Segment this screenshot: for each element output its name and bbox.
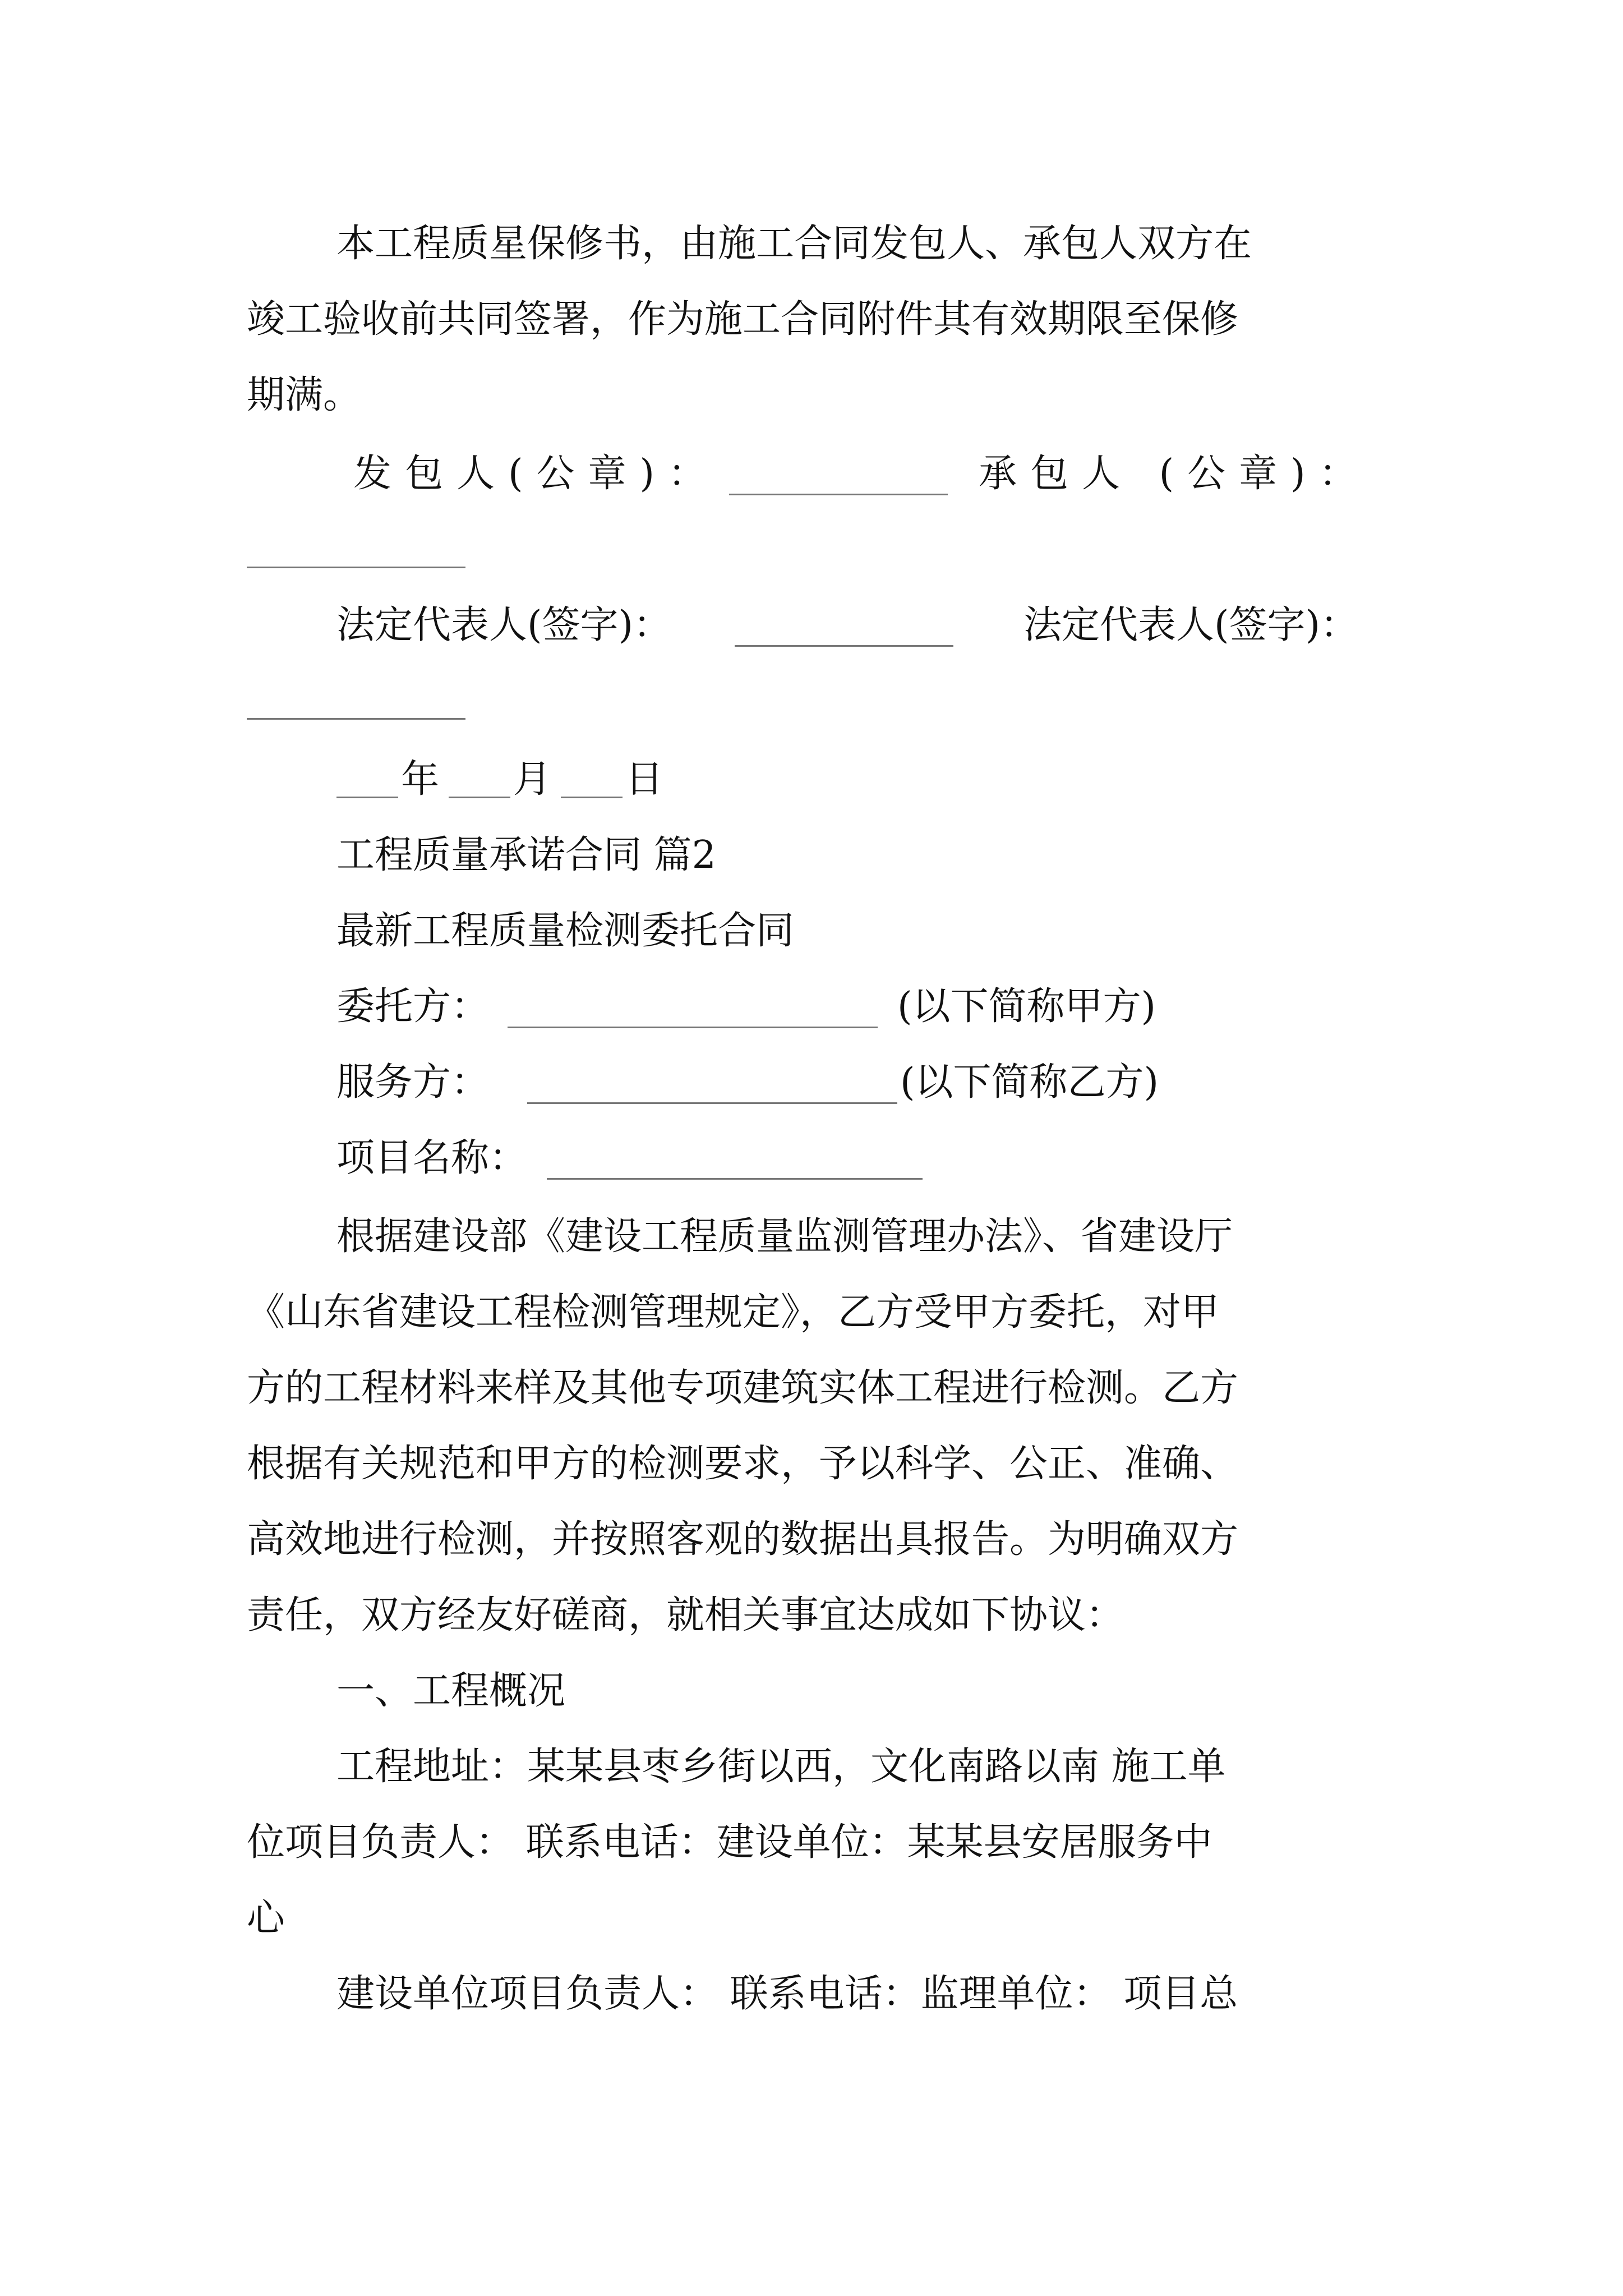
client-note: (以下简称甲方) bbox=[897, 984, 1156, 1029]
legal-rep-label-1: 法定代表人(签字)： bbox=[336, 603, 672, 647]
legal-rep-blank-1[interactable] bbox=[735, 645, 953, 647]
paragraph-line: 责任，双方经友好磋商，就相关事宜达成如下协议： bbox=[247, 1593, 1124, 1637]
paragraph-line: 工程地址：某某县枣乡街以西，文化南路以南 施工单 bbox=[336, 1745, 1226, 1789]
project-blank[interactable] bbox=[547, 1178, 923, 1180]
paragraph-line: 位项目负责人： 联系电话：建设单位：某某县安居服务中 bbox=[247, 1820, 1212, 1865]
date-month-label: 月 bbox=[513, 757, 552, 802]
date-year-label: 年 bbox=[401, 757, 440, 802]
legal-rep-label-2: 法定代表人(签字)： bbox=[1023, 603, 1359, 647]
legal-rep-blank-2[interactable] bbox=[247, 718, 465, 720]
service-blank[interactable] bbox=[527, 1102, 897, 1104]
builder-seal-label: 承包人 (公章)： bbox=[979, 452, 1371, 496]
section-heading: 工程质量承诺合同 篇2 bbox=[336, 833, 716, 877]
client-label: 委托方： bbox=[336, 984, 490, 1029]
paragraph-line: 根据建设部《建设工程质量监测管理办法》、省建设厅 bbox=[336, 1214, 1233, 1259]
paragraph-line: 方的工程材料来样及其他专项建筑实体工程进行检测。乙方 bbox=[247, 1366, 1239, 1410]
contract-title: 最新工程质量检测委托合同 bbox=[336, 909, 795, 953]
overview-heading: 一、工程概况 bbox=[336, 1669, 566, 1713]
date-day-label: 日 bbox=[625, 757, 664, 802]
project-label: 项目名称： bbox=[336, 1136, 528, 1180]
date-month-blank[interactable] bbox=[449, 797, 510, 798]
paragraph-line: 本工程质星保修书，由施工合同发包人、承包人双方在 bbox=[336, 222, 1252, 266]
contractor-seal-label: 发包人(公章)： bbox=[353, 452, 720, 496]
date-year-blank[interactable] bbox=[336, 797, 398, 798]
paragraph-line: 建设单位项目负责人： 联系电话：监理单位： 项目总 bbox=[336, 1972, 1238, 2016]
paragraph-line: 心 bbox=[247, 1896, 285, 1940]
paragraph-line: 竣工验收前共同签署，作为施工合同附件其有效期限至保修 bbox=[247, 297, 1239, 342]
builder-seal-blank[interactable] bbox=[247, 567, 465, 568]
service-label: 服务方： bbox=[336, 1060, 490, 1105]
paragraph-line: 期满。 bbox=[247, 373, 362, 417]
date-day-blank[interactable] bbox=[561, 797, 623, 798]
contractor-seal-blank[interactable] bbox=[729, 494, 948, 495]
paragraph-line: 根据有关规范和甲方的检测要求，予以科学、公正、准确、 bbox=[247, 1442, 1239, 1486]
paragraph-line: 《山东省建设工程检测管理规定》，乙方受甲方委托，对甲 bbox=[247, 1290, 1220, 1335]
paragraph-line: 高效地进行检测，并按照客观的数据出具报告。为明确双方 bbox=[247, 1517, 1239, 1562]
client-blank[interactable] bbox=[508, 1027, 878, 1028]
service-note: (以下简称乙方) bbox=[900, 1060, 1159, 1105]
